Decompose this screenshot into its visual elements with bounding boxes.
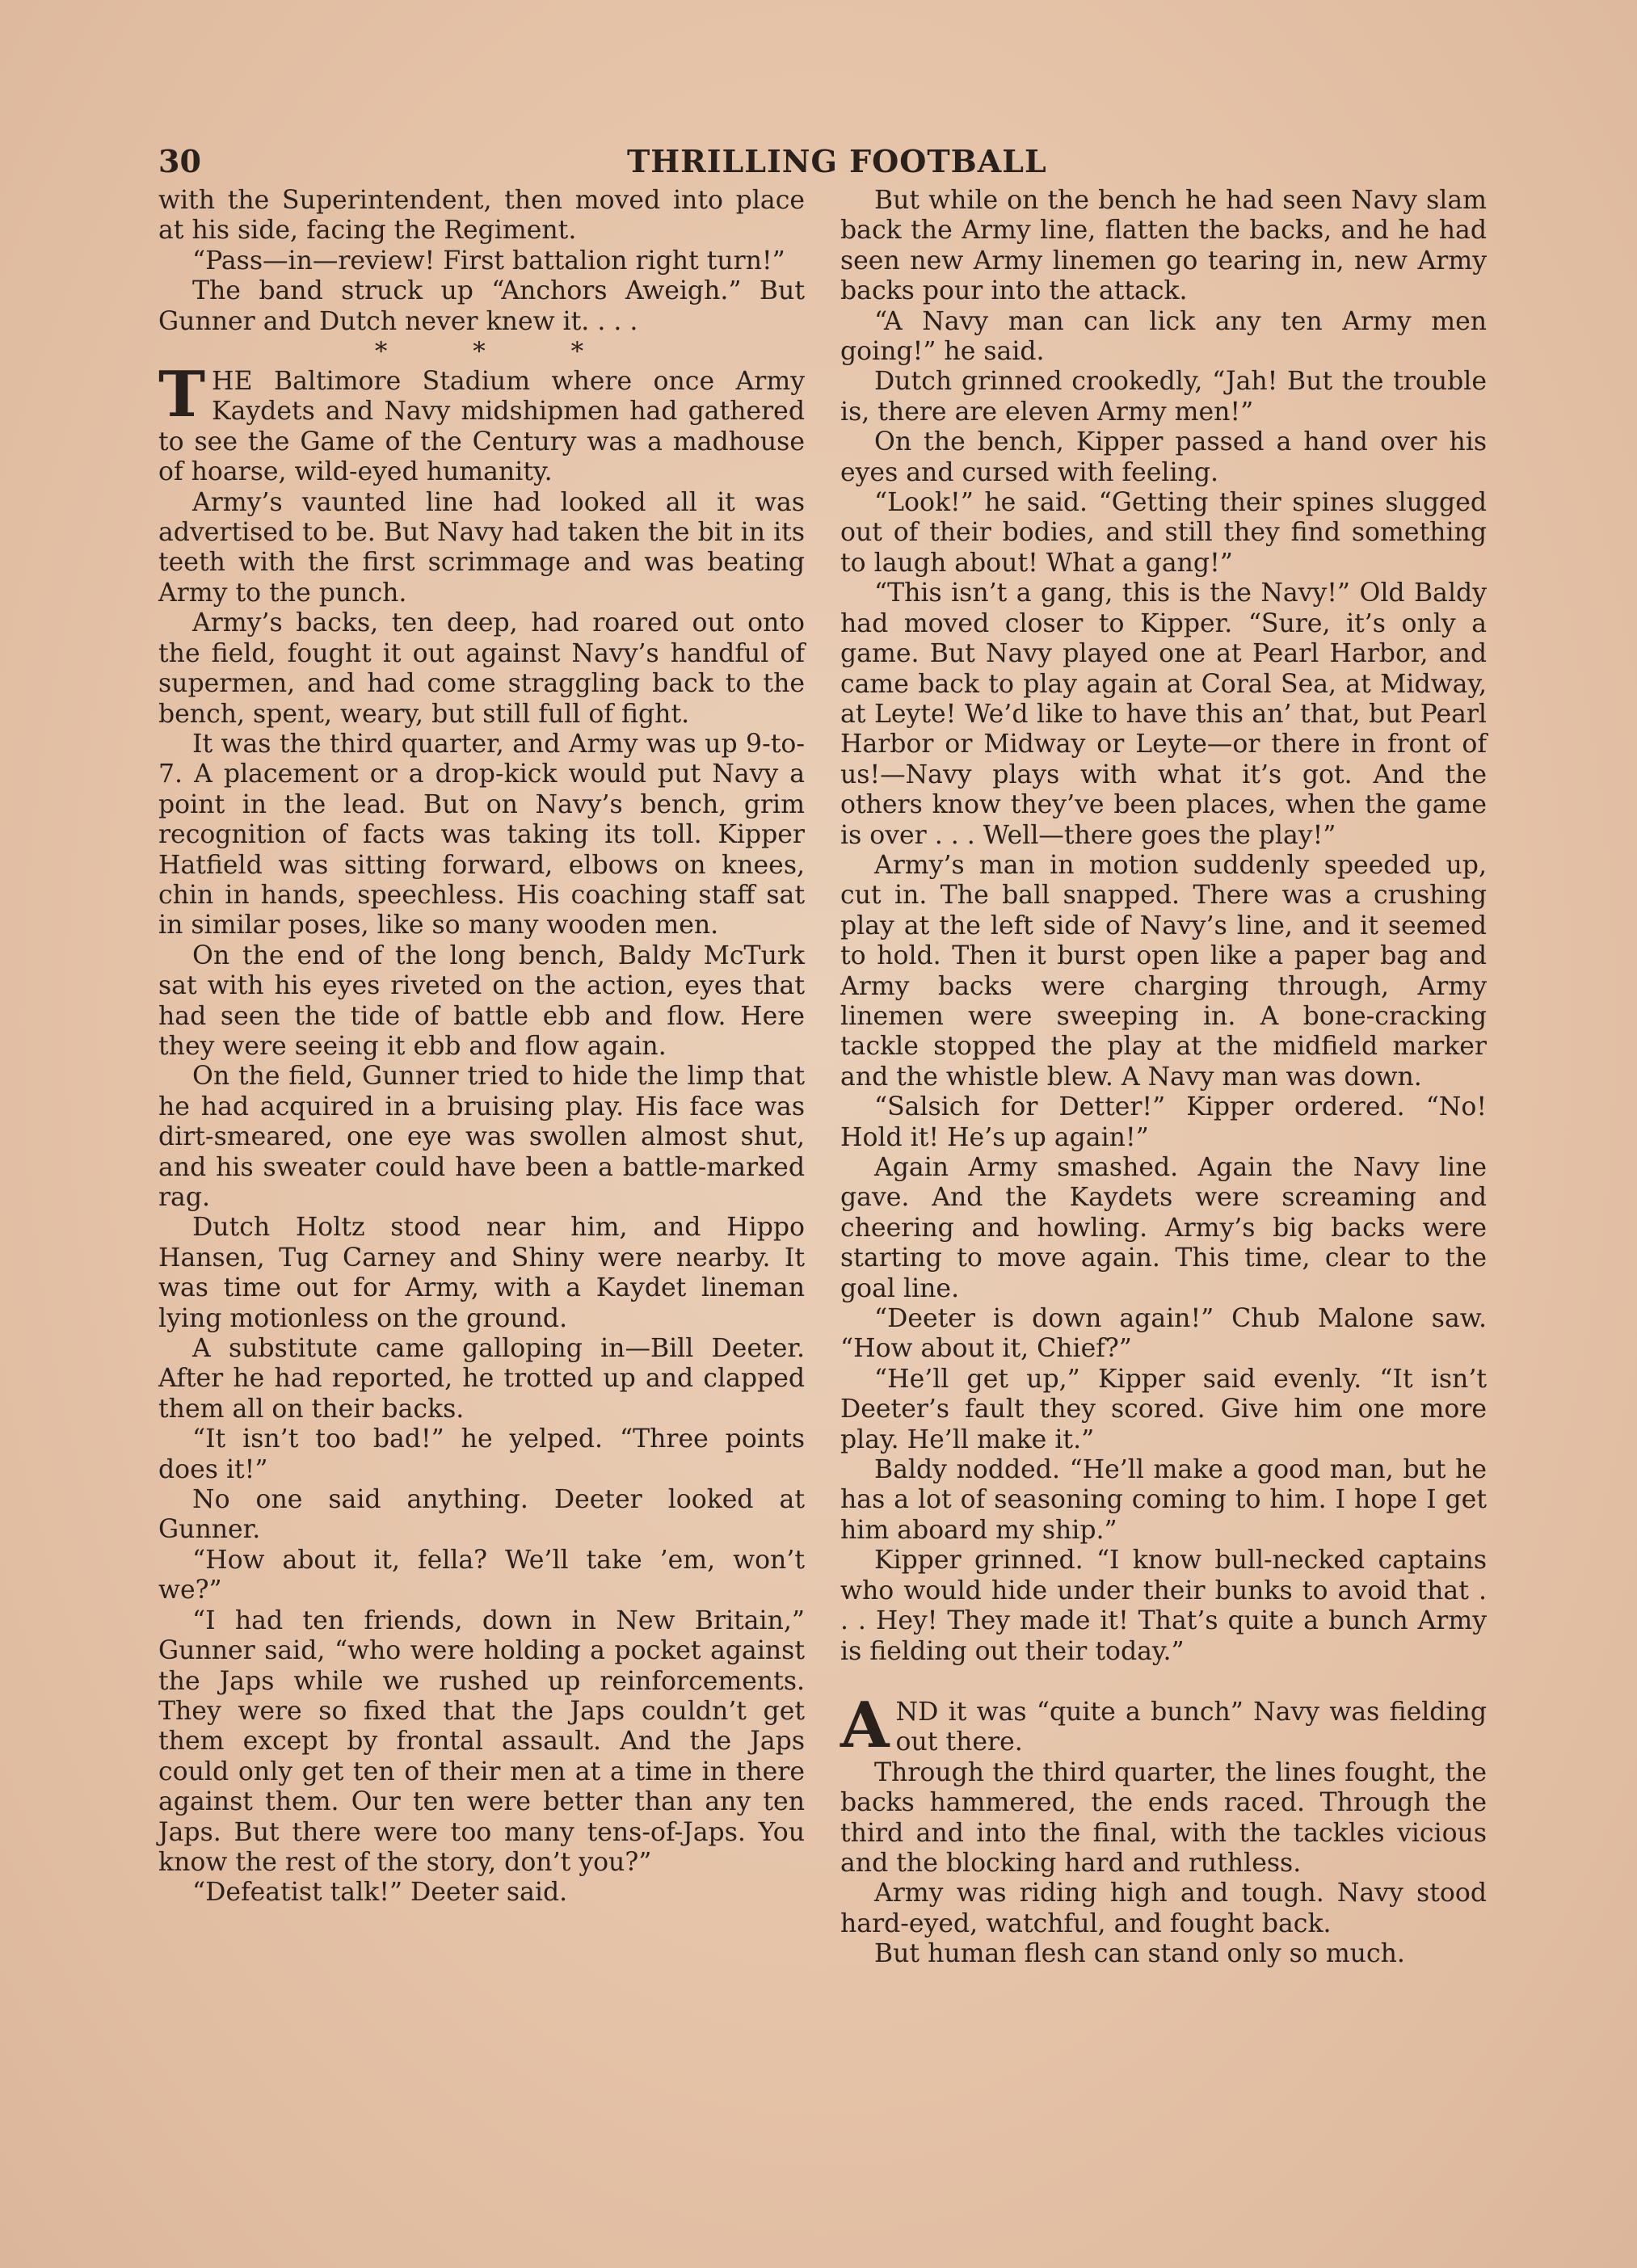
paragraph: Dutch grinned crookedly, “Jah! But the trouble is, there are eleven Army men!” (840, 367, 1487, 427)
paragraph: “Pass—in—review! First battalion right turn!” (192, 246, 785, 276)
paragraph: Kipper grinned. “I know bull-necked captains who would hide under their bunks to avoid that . . . Hey! They made it! That’s quite a bunch Army is fielding out their today.” (840, 1546, 1487, 1666)
paragraph: Baldy nodded. “He’ll make a good man, but he has a lot of seasoning coming to him. I hope I get him aboard my ship.” (840, 1455, 1487, 1545)
drop-cap: A (840, 1688, 890, 1762)
paragraph-with-dropcap (158, 358, 805, 488)
paragraph: “He’ll get up,” Kipper said evenly. “It isn’t Deeter’s fault they scored. Give him one more play. He’ll make it.” (840, 1364, 1487, 1454)
paragraph: Dutch Holtz stood near him, and Hippo Hansen, Tug Carney and Shiny were nearby. It was time out for Army, with a Kaydet lineman lying motionless on the ground. (158, 1213, 805, 1333)
paragraph: Army’s backs, ten deep, had roared out onto the field, fought it out against Navy’s handful of supermen, and had come straggling back to the bench, spent, weary, but still full of fight. (158, 608, 805, 729)
page-header (158, 142, 1483, 181)
paragraph: No one said anything. Deeter looked at Gunner. (158, 1485, 805, 1545)
section-gap (840, 1667, 1487, 1698)
paragraph-text: ND it was “quite a bunch” Navy was fielding out there. (895, 1697, 1487, 1757)
paragraph: “Salsich for Detter!” Kipper ordered. “No! Hold it! He’s up again!” (840, 1092, 1487, 1152)
paragraph: “This isn’t a gang, this is the Navy!” Old Baldy had moved closer to Kipper. “Sure, it’s only a game. But Navy played one at Pearl Harbor, and came back to play again at Coral Sea, at Midway, at Leyte! We’d like to have this an’ that, but Pearl Harbor or Midway or Leyte—or there in front of us!—Navy plays with what it’s got. And the others know they’ve been places, when the game is over . . . Well—there goes the play!” (840, 579, 1487, 850)
paragraph: with the Superintendent, then moved into place at his side, facing the Regiment. (158, 186, 805, 246)
paragraph-text: HE Baltimore Stadium where once Army Kaydets and Navy midshipmen had gathered to see the Game of the Century was a madhouse of hoarse, wild-eyed humanity. (158, 367, 805, 487)
running-title: THRILLING FOOTBALL (627, 143, 1047, 179)
paragraph: Army’s man in motion suddenly speeded up, cut in. The ball snapped. There was a crushing play at the left side of Navy’s line, and it seemed to hold. Then it burst open like a paper bag and Army backs were charging through, Army linemen were sweeping in. A bone-cracking tackle stopped the play at the midfield marker and the whistle blew. A Navy man was down. (840, 850, 1487, 1092)
paragraph-with-dropcap (840, 1688, 1487, 1762)
paragraph: “Look!” he said. “Getting their spines slugged out of their bodies, and still they find something to laugh about! What a gang!” (840, 488, 1487, 578)
paragraph: But while on the bench he had seen Navy slam back the Army line, flatten the backs, and he had seen new Army linemen go tearing in, new Army backs pour into the attack. (840, 186, 1487, 306)
paragraph: On the field, Gunner tried to hide the limp that he had acquired in a bruising play. His face was dirt-smeared, one eye was swollen almost shut, and his sweater could have been a battle-marked rag. (158, 1062, 805, 1212)
paragraph: “How about it, fella? We’ll take ’em, won’t we?” (158, 1545, 805, 1605)
paragraph: Through the third quarter, the lines fought, the backs hammered, the ends raced. Through the third and into the final, with the tackles vicious and the blocking hard and ruthless. (840, 1757, 1487, 1878)
paragraph: Army was riding high and tough. Navy stood hard-eyed, watchful, and fought back. (840, 1879, 1487, 1938)
paragraph: The band struck up “Anchors Aweigh.” But Gunner and Dutch never knew it. . . . (158, 276, 805, 336)
drop-cap: T (158, 358, 206, 432)
left-column (158, 186, 805, 1908)
paragraph: Army’s vaunted line had looked all it was advertised to be. But Navy had taken the bit in its teeth with the first scrimmage and was beating Army to the punch. (158, 487, 805, 608)
paragraph: “Defeatist talk!” Deeter said. (192, 1878, 568, 1908)
right-column (840, 186, 1487, 1970)
paragraph: “A Navy man can lick any ten Army men going!” he said. (840, 306, 1487, 367)
paragraph: A substitute came galloping in—Bill Deeter. After he had reported, he trotted up and clapped them all on their backs. (158, 1334, 805, 1424)
paragraph: “Deeter is down again!” Chub Malone saw. “How about it, Chief?” (840, 1304, 1487, 1364)
page-number: 30 (158, 143, 201, 179)
paragraph: It was the third quarter, and Army was up 9-to-7. A placement or a drop-kick would put Navy a point in the lead. But on Navy’s bench, grim recognition of facts was taking its toll. Kipper Hatfield was sitting forward, elbows on knees, chin in hands, speechless. His coaching staff sat in similar poses, like so many wooden men. (158, 729, 805, 940)
paragraph: But human flesh can stand only so much. (874, 1939, 1405, 1969)
paragraph: On the end of the long bench, Baldy McTurk sat with his eyes riveted on the action, eyes that had seen the tide of battle ebb and flow. Here they were seeing it ebb and flow again. (158, 940, 805, 1061)
paragraph: “It isn’t too bad!” he yelped. “Three points does it!” (158, 1424, 805, 1484)
section-separator: * * * (374, 337, 623, 367)
paragraph: “I had ten friends, down in New Britain,” Gunner said, “who were holding a pocket against the Japs while we rushed up reinforcements. They were so fixed that the Japs couldn’t get them except by frontal assault. And the Japs could only get ten of their men at a time in there against them. Our ten were better than any ten Japs. But there were too many tens-of-Japs. You know the rest of the story, don’t you?” (158, 1605, 805, 1877)
paragraph: On the bench, Kipper passed a hand over his eyes and cursed with feeling. (840, 427, 1487, 487)
paragraph: Again Army smashed. Again the Navy line gave. And the Kaydets were screaming and cheering and howling. Army’s big backs were starting to move again. This time, clear to the goal line. (840, 1153, 1487, 1303)
